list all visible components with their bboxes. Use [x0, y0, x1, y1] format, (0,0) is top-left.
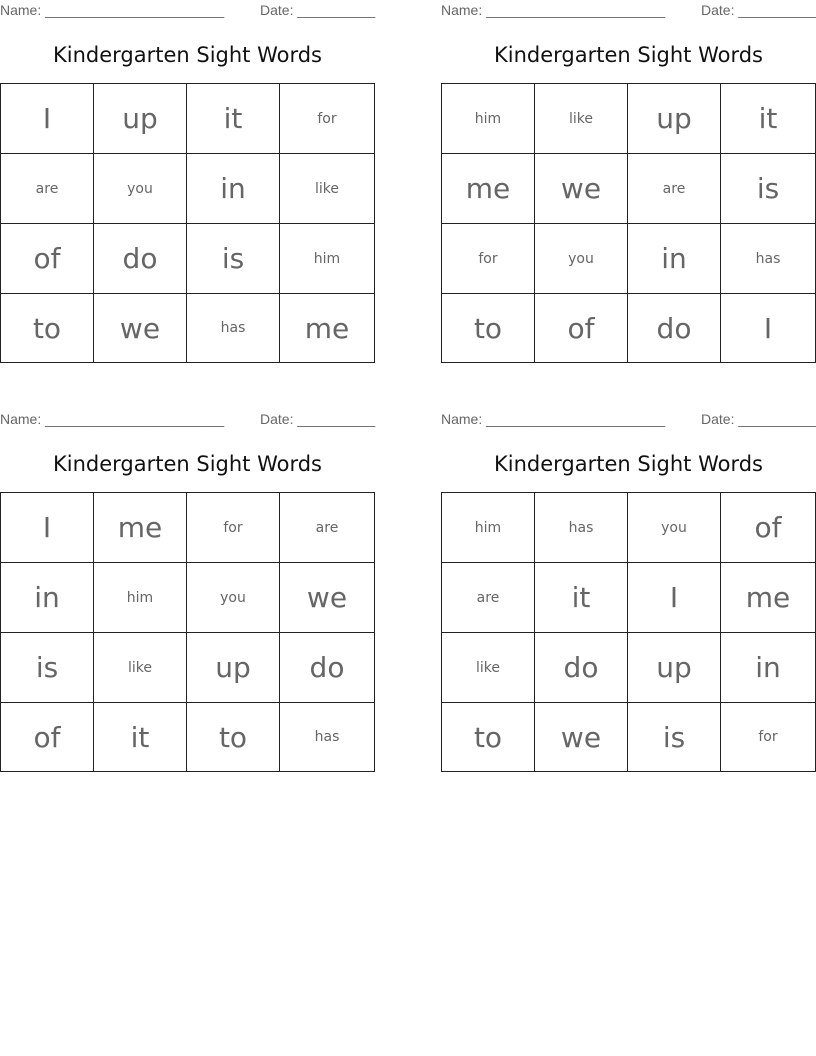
card-header — [441, 409, 816, 429]
word-cell: up — [628, 84, 721, 154]
word-cell: do — [535, 633, 628, 703]
word-cell: to — [1, 294, 94, 362]
word-cell: has — [314, 729, 340, 745]
word-cell: me — [304, 311, 350, 345]
name-field-label: Name: _______________________ — [441, 411, 666, 427]
date-field-label: Date: __________ — [260, 411, 376, 427]
word-cell: we — [94, 294, 187, 362]
word-cell: of — [1, 703, 94, 771]
word-cell: you — [94, 154, 187, 224]
word-cell: I — [1, 493, 94, 563]
word-cell: is — [187, 224, 280, 294]
word-cell: for — [280, 84, 374, 154]
word-cell: for — [758, 729, 778, 745]
word-cell: is — [721, 154, 815, 224]
word-cell: it — [94, 703, 187, 771]
word-cell: is — [1, 633, 94, 703]
date-field-label: Date: __________ — [701, 411, 816, 427]
word-grid — [441, 83, 816, 363]
word-cell: like — [442, 633, 535, 703]
word-cell: me — [721, 563, 815, 633]
word-cell: like — [94, 633, 187, 703]
card-title: Kindergarten Sight Words — [52, 43, 323, 67]
word-cell: do — [280, 633, 374, 703]
word-cell: for — [442, 224, 535, 294]
card-title: Kindergarten Sight Words — [52, 452, 323, 476]
word-grid — [0, 83, 375, 363]
bingo-card-4 — [441, 409, 816, 774]
word-cell: of — [721, 493, 815, 563]
word-cell: in — [1, 563, 94, 633]
word-grid — [441, 492, 816, 772]
word-cell: up — [187, 633, 280, 703]
word-cell: it — [721, 84, 815, 154]
word-cell: we — [535, 703, 628, 771]
word-grid — [0, 492, 375, 772]
card-title: Kindergarten Sight Words — [493, 43, 764, 67]
card-header — [0, 0, 375, 20]
word-cell: do — [94, 224, 187, 294]
word-cell: are — [280, 493, 374, 563]
word-cell: of — [535, 294, 628, 362]
card-header — [0, 409, 375, 429]
word-cell: it — [187, 84, 280, 154]
word-cell: to — [442, 294, 535, 362]
word-cell: are — [628, 154, 721, 224]
word-cell: like — [535, 84, 628, 154]
word-cell: I — [763, 311, 773, 345]
word-cell: in — [628, 224, 721, 294]
word-cell: are — [1, 154, 94, 224]
word-cell: him — [442, 84, 535, 154]
date-field-label: Date: __________ — [701, 2, 816, 18]
word-cell: him — [442, 493, 535, 563]
word-cell: in — [187, 154, 280, 224]
word-cell: you — [187, 563, 280, 633]
word-cell: has — [187, 294, 280, 362]
word-cell: is — [628, 703, 721, 771]
word-cell: do — [628, 294, 721, 362]
word-cell: to — [442, 703, 535, 771]
word-cell: you — [535, 224, 628, 294]
word-cell: of — [1, 224, 94, 294]
bingo-card-1 — [0, 0, 375, 365]
date-field-label: Date: __________ — [260, 2, 376, 18]
name-field-label: Name: _______________________ — [441, 2, 666, 18]
word-cell: has — [535, 493, 628, 563]
word-cell: I — [1, 84, 94, 154]
word-cell: like — [280, 154, 374, 224]
word-cell: has — [721, 224, 815, 294]
word-cell: are — [442, 563, 535, 633]
bingo-card-2 — [441, 0, 816, 365]
word-cell: up — [94, 84, 187, 154]
card-title: Kindergarten Sight Words — [493, 452, 764, 476]
card-header — [441, 0, 816, 20]
word-cell: it — [535, 563, 628, 633]
word-cell: I — [628, 563, 721, 633]
word-cell: up — [628, 633, 721, 703]
word-cell: him — [280, 224, 374, 294]
name-field-label: Name: _______________________ — [0, 411, 225, 427]
name-field-label: Name: _______________________ — [0, 2, 225, 18]
word-cell: you — [628, 493, 721, 563]
word-cell: we — [280, 563, 374, 633]
word-cell: we — [535, 154, 628, 224]
word-cell: me — [94, 493, 187, 563]
word-cell: him — [94, 563, 187, 633]
word-cell: to — [187, 703, 280, 771]
word-cell: for — [187, 493, 280, 563]
word-cell: me — [442, 154, 535, 224]
bingo-card-3 — [0, 409, 375, 774]
word-cell: in — [721, 633, 815, 703]
